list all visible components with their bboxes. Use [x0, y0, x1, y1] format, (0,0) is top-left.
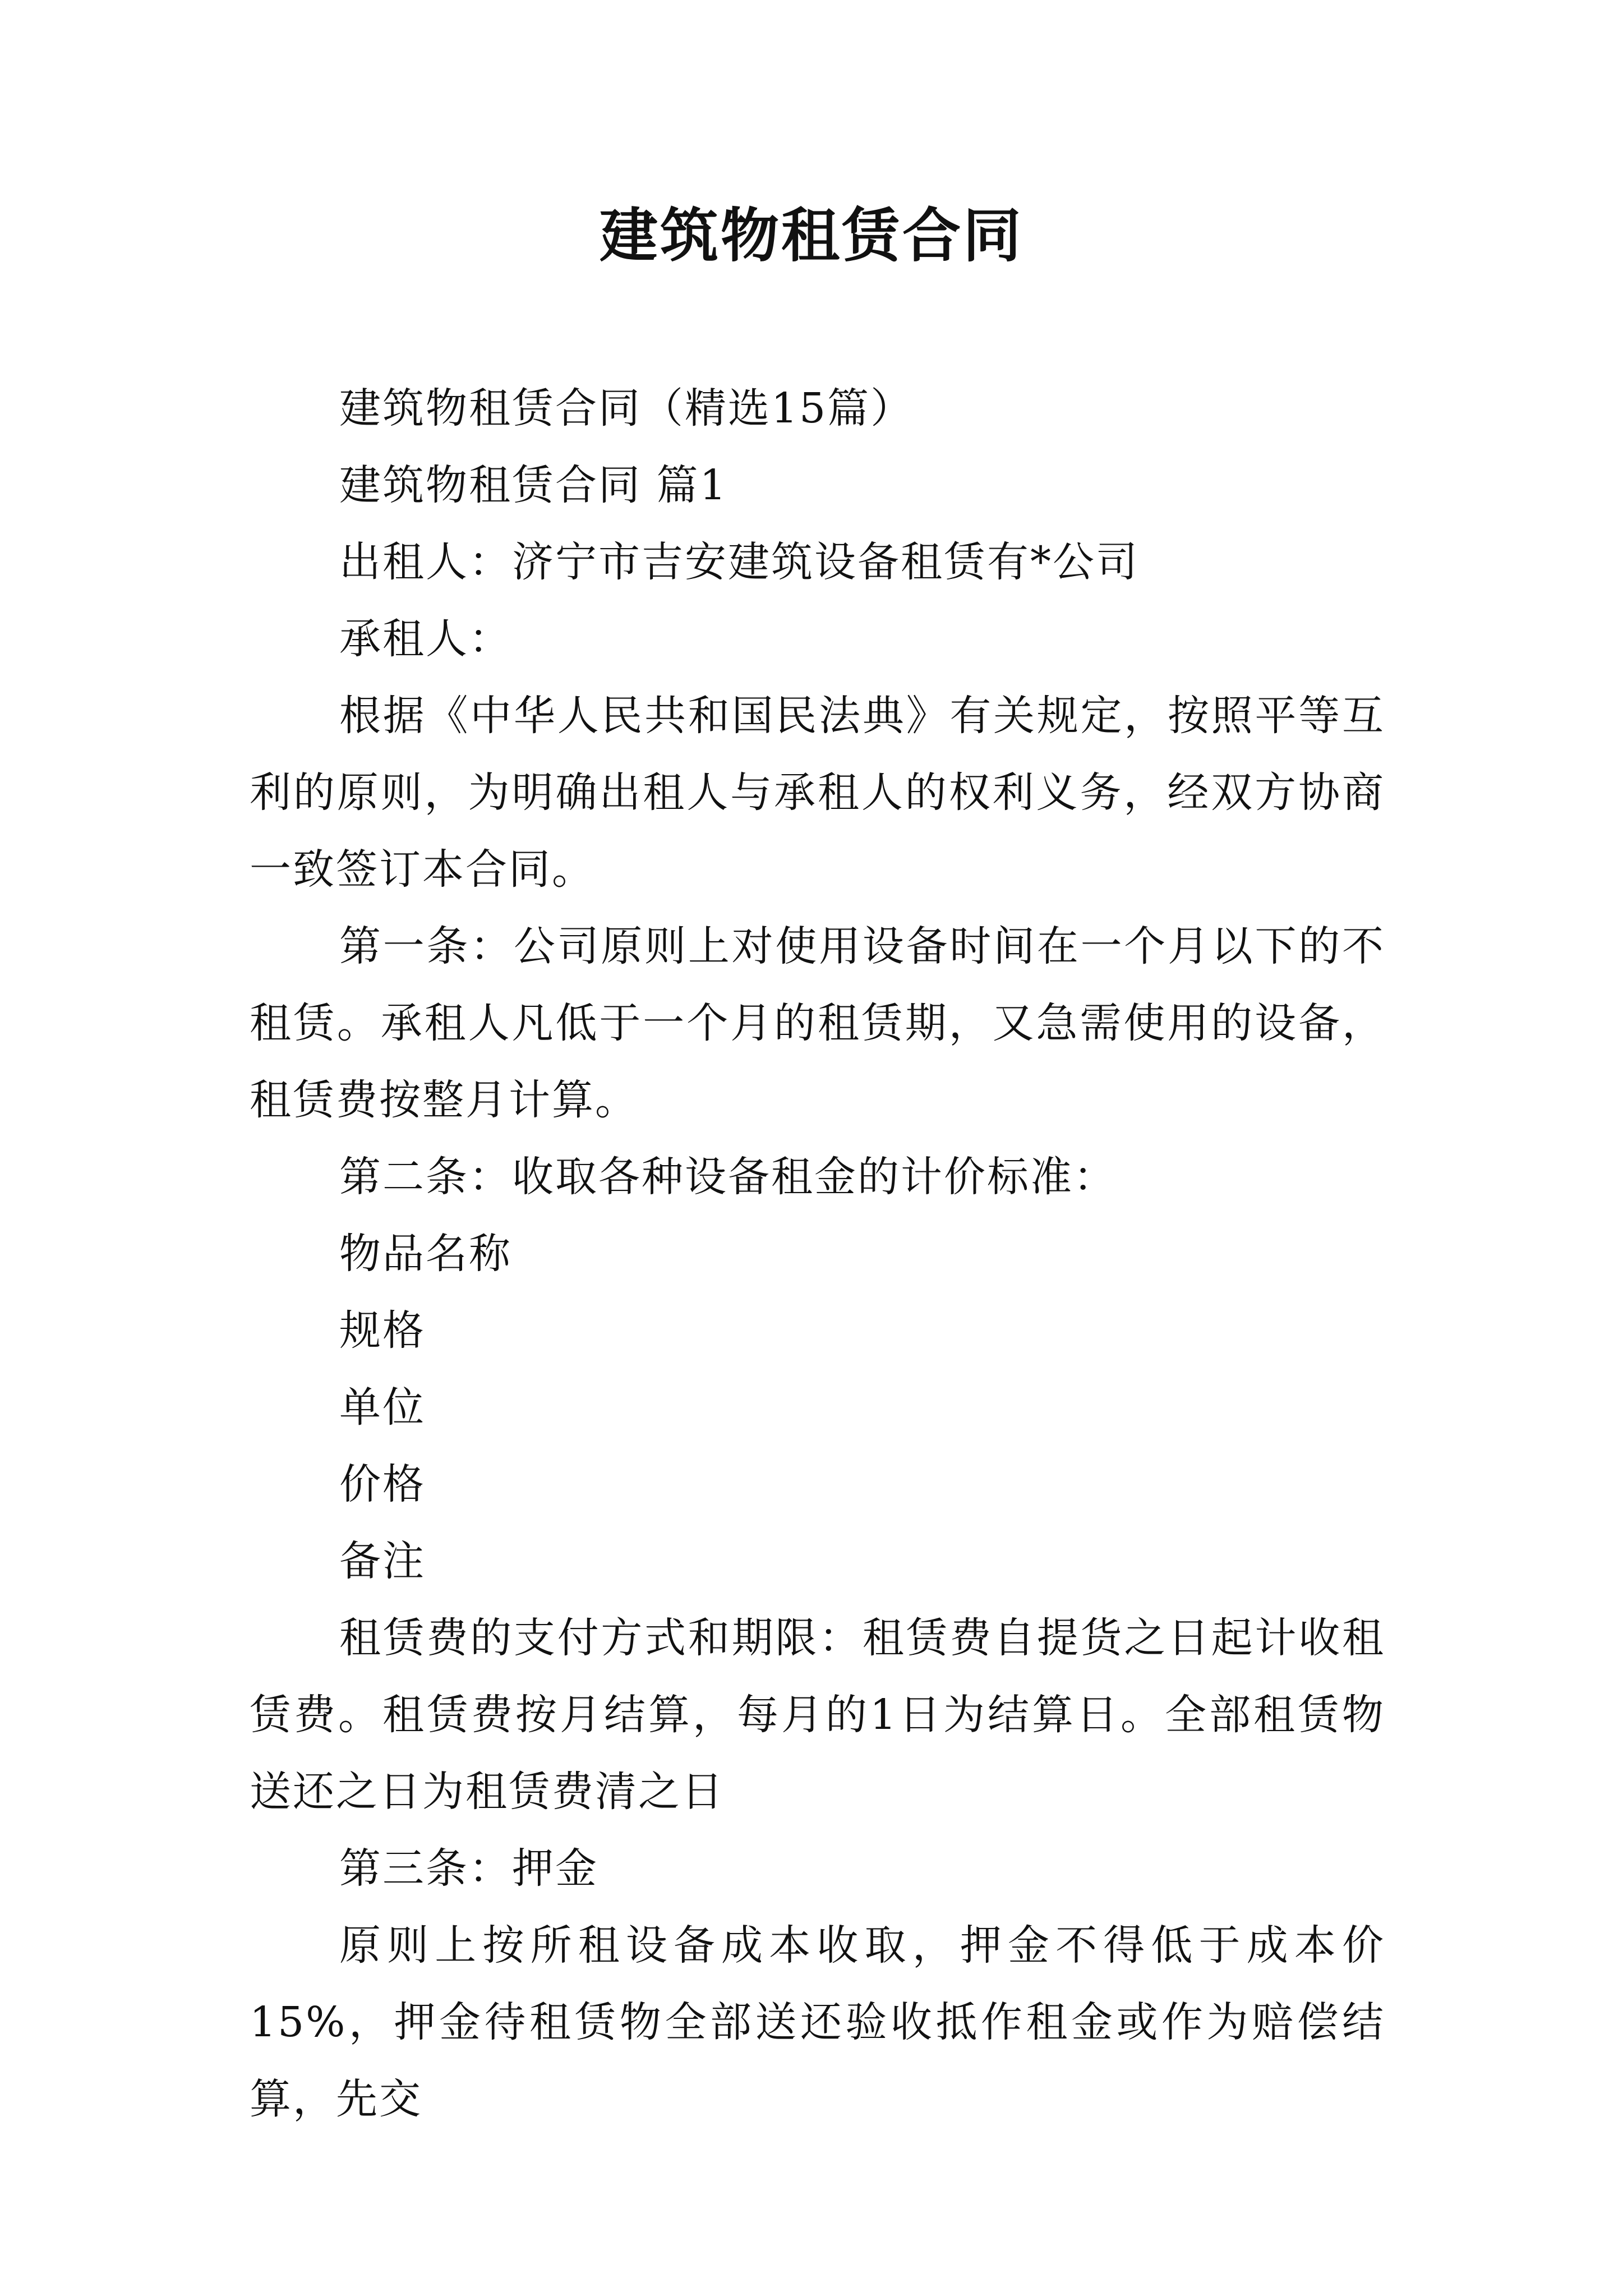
paragraph-item-price: 价格: [339, 1460, 426, 1508]
paragraph-article-2: 第二条：收取各种设备租金的计价标准：: [339, 1153, 1117, 1201]
paragraph-article-1: 第一条：公司原则上对使用设备时间在一个月以下的不租赁。承租人凡低于一个月的租赁期，又急需使用的设备，租赁费按整月计算。: [250, 922, 1385, 1124]
paragraph-subtitle: 建筑物租赁合同（精选15篇）: [339, 384, 914, 432]
paragraph-lessor: 出租人：济宁市吉安建筑设备租赁有*公司: [339, 538, 1139, 586]
document-body: [250, 370, 1385, 2138]
paragraph-item-spec: 规格: [339, 1306, 426, 1355]
paragraph-article-3: 第三条：押金: [339, 1844, 598, 1893]
paragraph-section-heading: 建筑物租赁合同 篇1: [339, 461, 728, 509]
paragraph-item-unit: 单位: [339, 1383, 426, 1432]
paragraph-payment-terms: 租赁费的支付方式和期限：租赁费自提货之日起计收租赁费。租赁费按月结算，每月的1日为结算日。全部租赁物送还之日为租赁费清之日: [250, 1614, 1385, 1816]
paragraph-lessee: 承租人：: [339, 615, 512, 663]
document-title: 建筑物租赁合同: [599, 201, 1023, 270]
paragraph-item-name: 物品名称: [339, 1230, 512, 1278]
paragraph-preamble: 根据《中华人民共和国民法典》有关规定，按照平等互利的原则，为明确出租人与承租人的权利义务，经双方协商一致签订本合同。: [250, 692, 1385, 894]
paragraph-deposit: 原则上按所租设备成本收取，押金不得低于成本价15%，押金待租赁物全部送还验收抵作租金或作为赔偿结算，先交: [250, 1921, 1385, 2123]
paragraph-item-remark: 备注: [339, 1537, 426, 1585]
